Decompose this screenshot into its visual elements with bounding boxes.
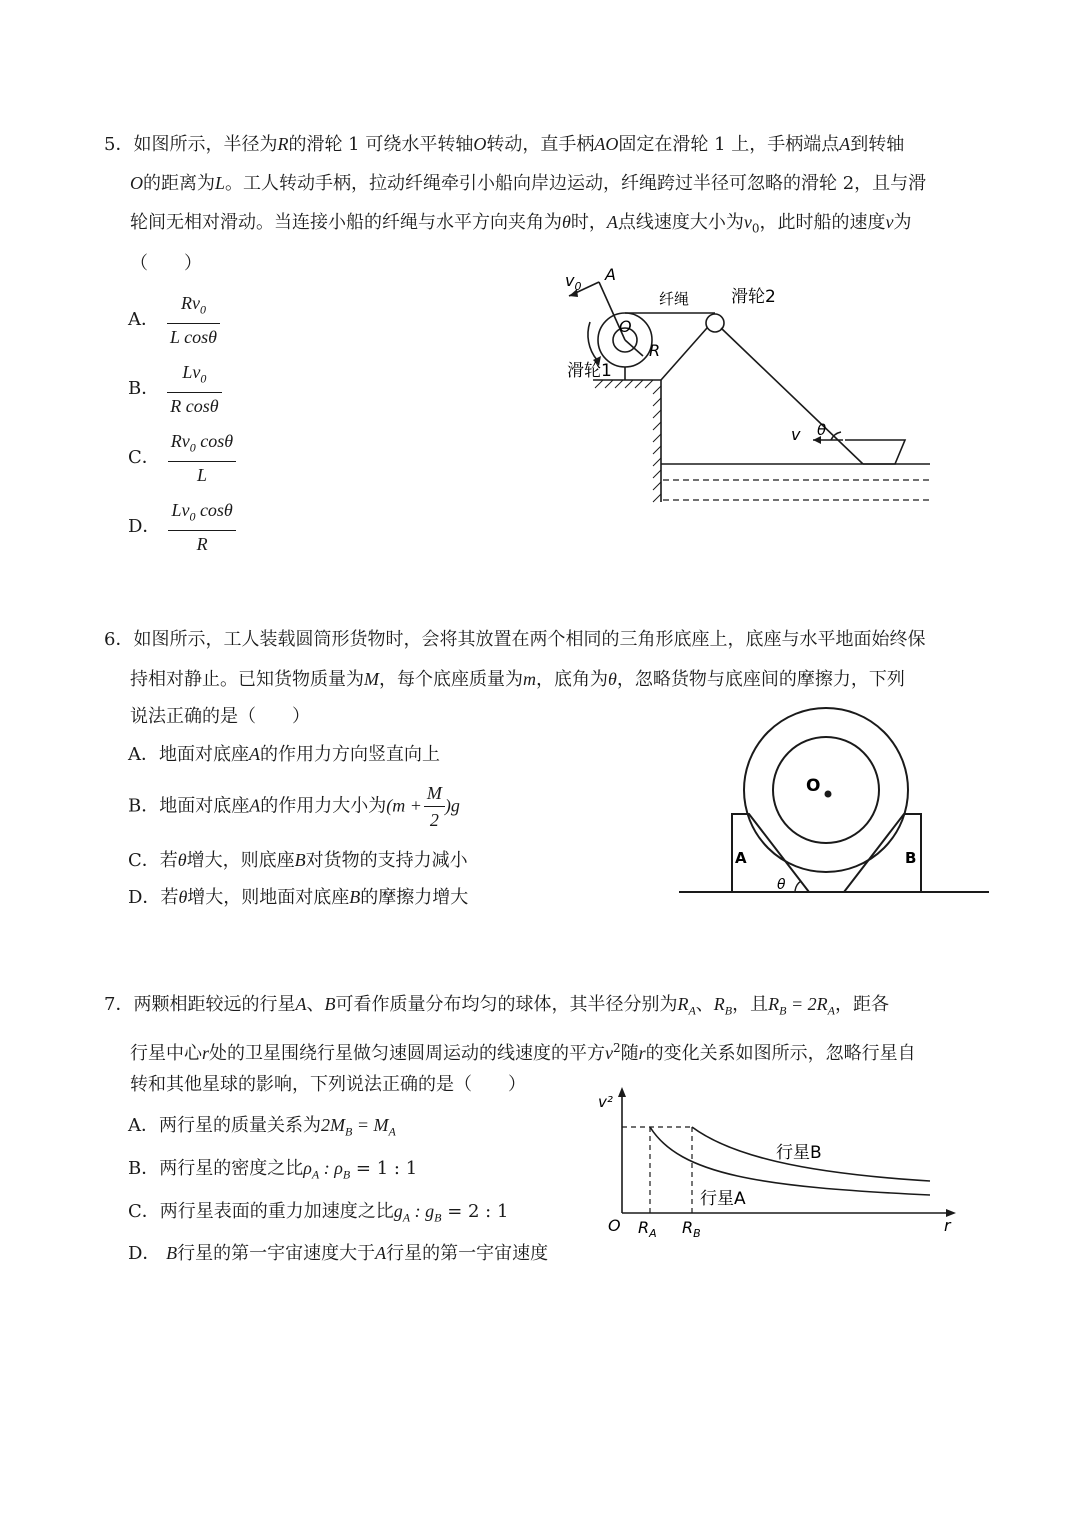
fig6-a-label: A (735, 849, 747, 867)
rotation-arrow (588, 322, 597, 360)
q5-pulley-figure (555, 262, 945, 512)
fig6-o-label: O (806, 776, 821, 796)
q6-line-2: 持相对静止。已知货物质量为M，每个底座质量为m，底角为θ，忽略货物与底座间的摩擦力，下列 (130, 669, 905, 690)
q5-number: 5． (104, 134, 134, 155)
fig6-theta-label: θ (777, 877, 786, 893)
q7-option-d[interactable]: D． B行星的第一宇宙速度大于A行星的第一宇宙速度 (128, 1243, 549, 1264)
fig7-planet-a-label: 行星A (700, 1189, 746, 1209)
q5-option-d-fraction: $\frac{Lv_0 \cos\theta}{R}$ (168, 497, 235, 557)
fig7-r-label: r (944, 1216, 951, 1235)
fig7-v2-label: v² (598, 1093, 613, 1111)
fig5-theta-label: θ (817, 421, 827, 439)
q5-option-d[interactable]: D． $\frac{Lv_0 \cos\theta}{R}$ (128, 497, 236, 557)
fig7-rb-label: $R_B$ (682, 1218, 701, 1240)
q6-line-3: 说法正确的是（ ） (130, 706, 310, 727)
q6-number: 6． (104, 629, 134, 650)
fig5-v-label: v (791, 425, 801, 444)
fig5-pulley1-label: 滑轮1 (567, 361, 612, 381)
q5-option-a-fraction: $\frac{Rv_0}{\text{L cosθ}}$ (167, 290, 220, 350)
q5-paren: （ ） (130, 253, 202, 274)
q7-line-1: 7．两颗相距较远的行星A、B可看作质量分布均匀的球体，其半径分别为$R_A$、$R_B$，且$R_B = 2R_A$，距各 (104, 994, 889, 1018)
q7-number: 7． (104, 994, 134, 1015)
center-dot (825, 791, 832, 798)
theta-arc (795, 881, 801, 892)
q6-line-1: 6．如图所示，工人装载圆筒形货物时，会将其放置在两个相同的三角形底座上，底座与水平地面始终保 (104, 629, 926, 650)
q6-option-d[interactable]: D．若θ增大，则地面对底座B的摩擦力增大 (128, 887, 469, 908)
q7-option-c[interactable]: C．两行星表面的重力加速度之比$g_A$ : $g_B = 2$ : 1 (128, 1201, 509, 1225)
boat (845, 440, 905, 464)
q7-v2-r-graph (590, 1085, 970, 1250)
q5-line-1: 5．如图所示，半径为R的滑轮 1 可绕水平转轴O转动，直手柄AO固定在滑轮 1 上，手柄端点A到转轴 (104, 134, 905, 155)
q5-option-b[interactable]: B． $\frac{Lv_0}{\text{R cosθ}}$ (128, 359, 222, 419)
fig5-pulley2-label: 滑轮2 (731, 287, 776, 307)
q6-option-c[interactable]: C．若θ增大，则底座B对货物的支持力减小 (128, 850, 468, 871)
q5-option-b-fraction: $\frac{Lv_0}{\text{R cosθ}}$ (167, 359, 221, 419)
q7-line-3: 转和其他星球的影响，下列说法正确的是（ ） (130, 1074, 526, 1095)
v2-axis-arrowhead (618, 1087, 626, 1097)
q6-option-b[interactable]: B．地面对底座A的作用力大小为(m + $\frac{M}{2}$ )g (128, 780, 460, 833)
fig7-planet-b-label: 行星B (776, 1143, 822, 1163)
fig6-b-label: B (905, 849, 917, 867)
q6-option-a[interactable]: A．地面对底座A的作用力方向竖直向上 (128, 744, 440, 765)
fig7-o-label: O (608, 1216, 621, 1235)
fig5-rope-label: 纤绳 (659, 290, 690, 308)
q5-option-c[interactable]: C． $\frac{Rv_0 \cos\theta}{L}$ (128, 428, 236, 488)
fig5-a-label: A (605, 265, 616, 284)
rope-to-ledge (661, 328, 707, 380)
q7-option-a[interactable]: A．两行星的质量关系为$2M_B = M_A$ (128, 1115, 396, 1139)
q5-option-c-fraction: $\frac{Rv_0 \cos\theta}{L}$ (168, 428, 236, 488)
cylinder-outer-circle (744, 708, 908, 872)
fig5-o-label: O (619, 317, 632, 336)
q7-line-2: 行星中心r处的卫星围绕行星做匀速圆周运动的线速度的平方$v^2$随r的变化关系如图所示，忽略行星自 (130, 1041, 916, 1064)
fig5-v0-label: $v_0$ (565, 271, 582, 293)
cylinder-inner-circle (773, 737, 879, 843)
radius-line (625, 340, 643, 356)
fig7-ra-label: $R_A$ (638, 1218, 657, 1240)
q5-line-2: O的距离为L。工人转动手柄，拉动纤绳牵引小船向岸边运动，纤绳跨过半径可忽略的滑轮 2，且与滑 (130, 173, 927, 194)
q5-line-3: 轮间无相对滑动。当连接小船的纤绳与水平方向夹角为θ时，A点线速度大小为$v_0$，此时船的速度v为 (130, 212, 912, 236)
q7-option-b[interactable]: B．两行星的密度之比$\rho_A$ : $\rho_B = 1$ : 1 (128, 1158, 418, 1182)
q5-option-a[interactable]: A． $\frac{Rv_0}{\text{L cosθ}}$ (128, 290, 220, 350)
q6-option-b-fraction: $\frac{M}{2}$ (424, 780, 445, 833)
fig5-r-label: R (649, 341, 661, 360)
q6-cylinder-figure (675, 705, 995, 900)
